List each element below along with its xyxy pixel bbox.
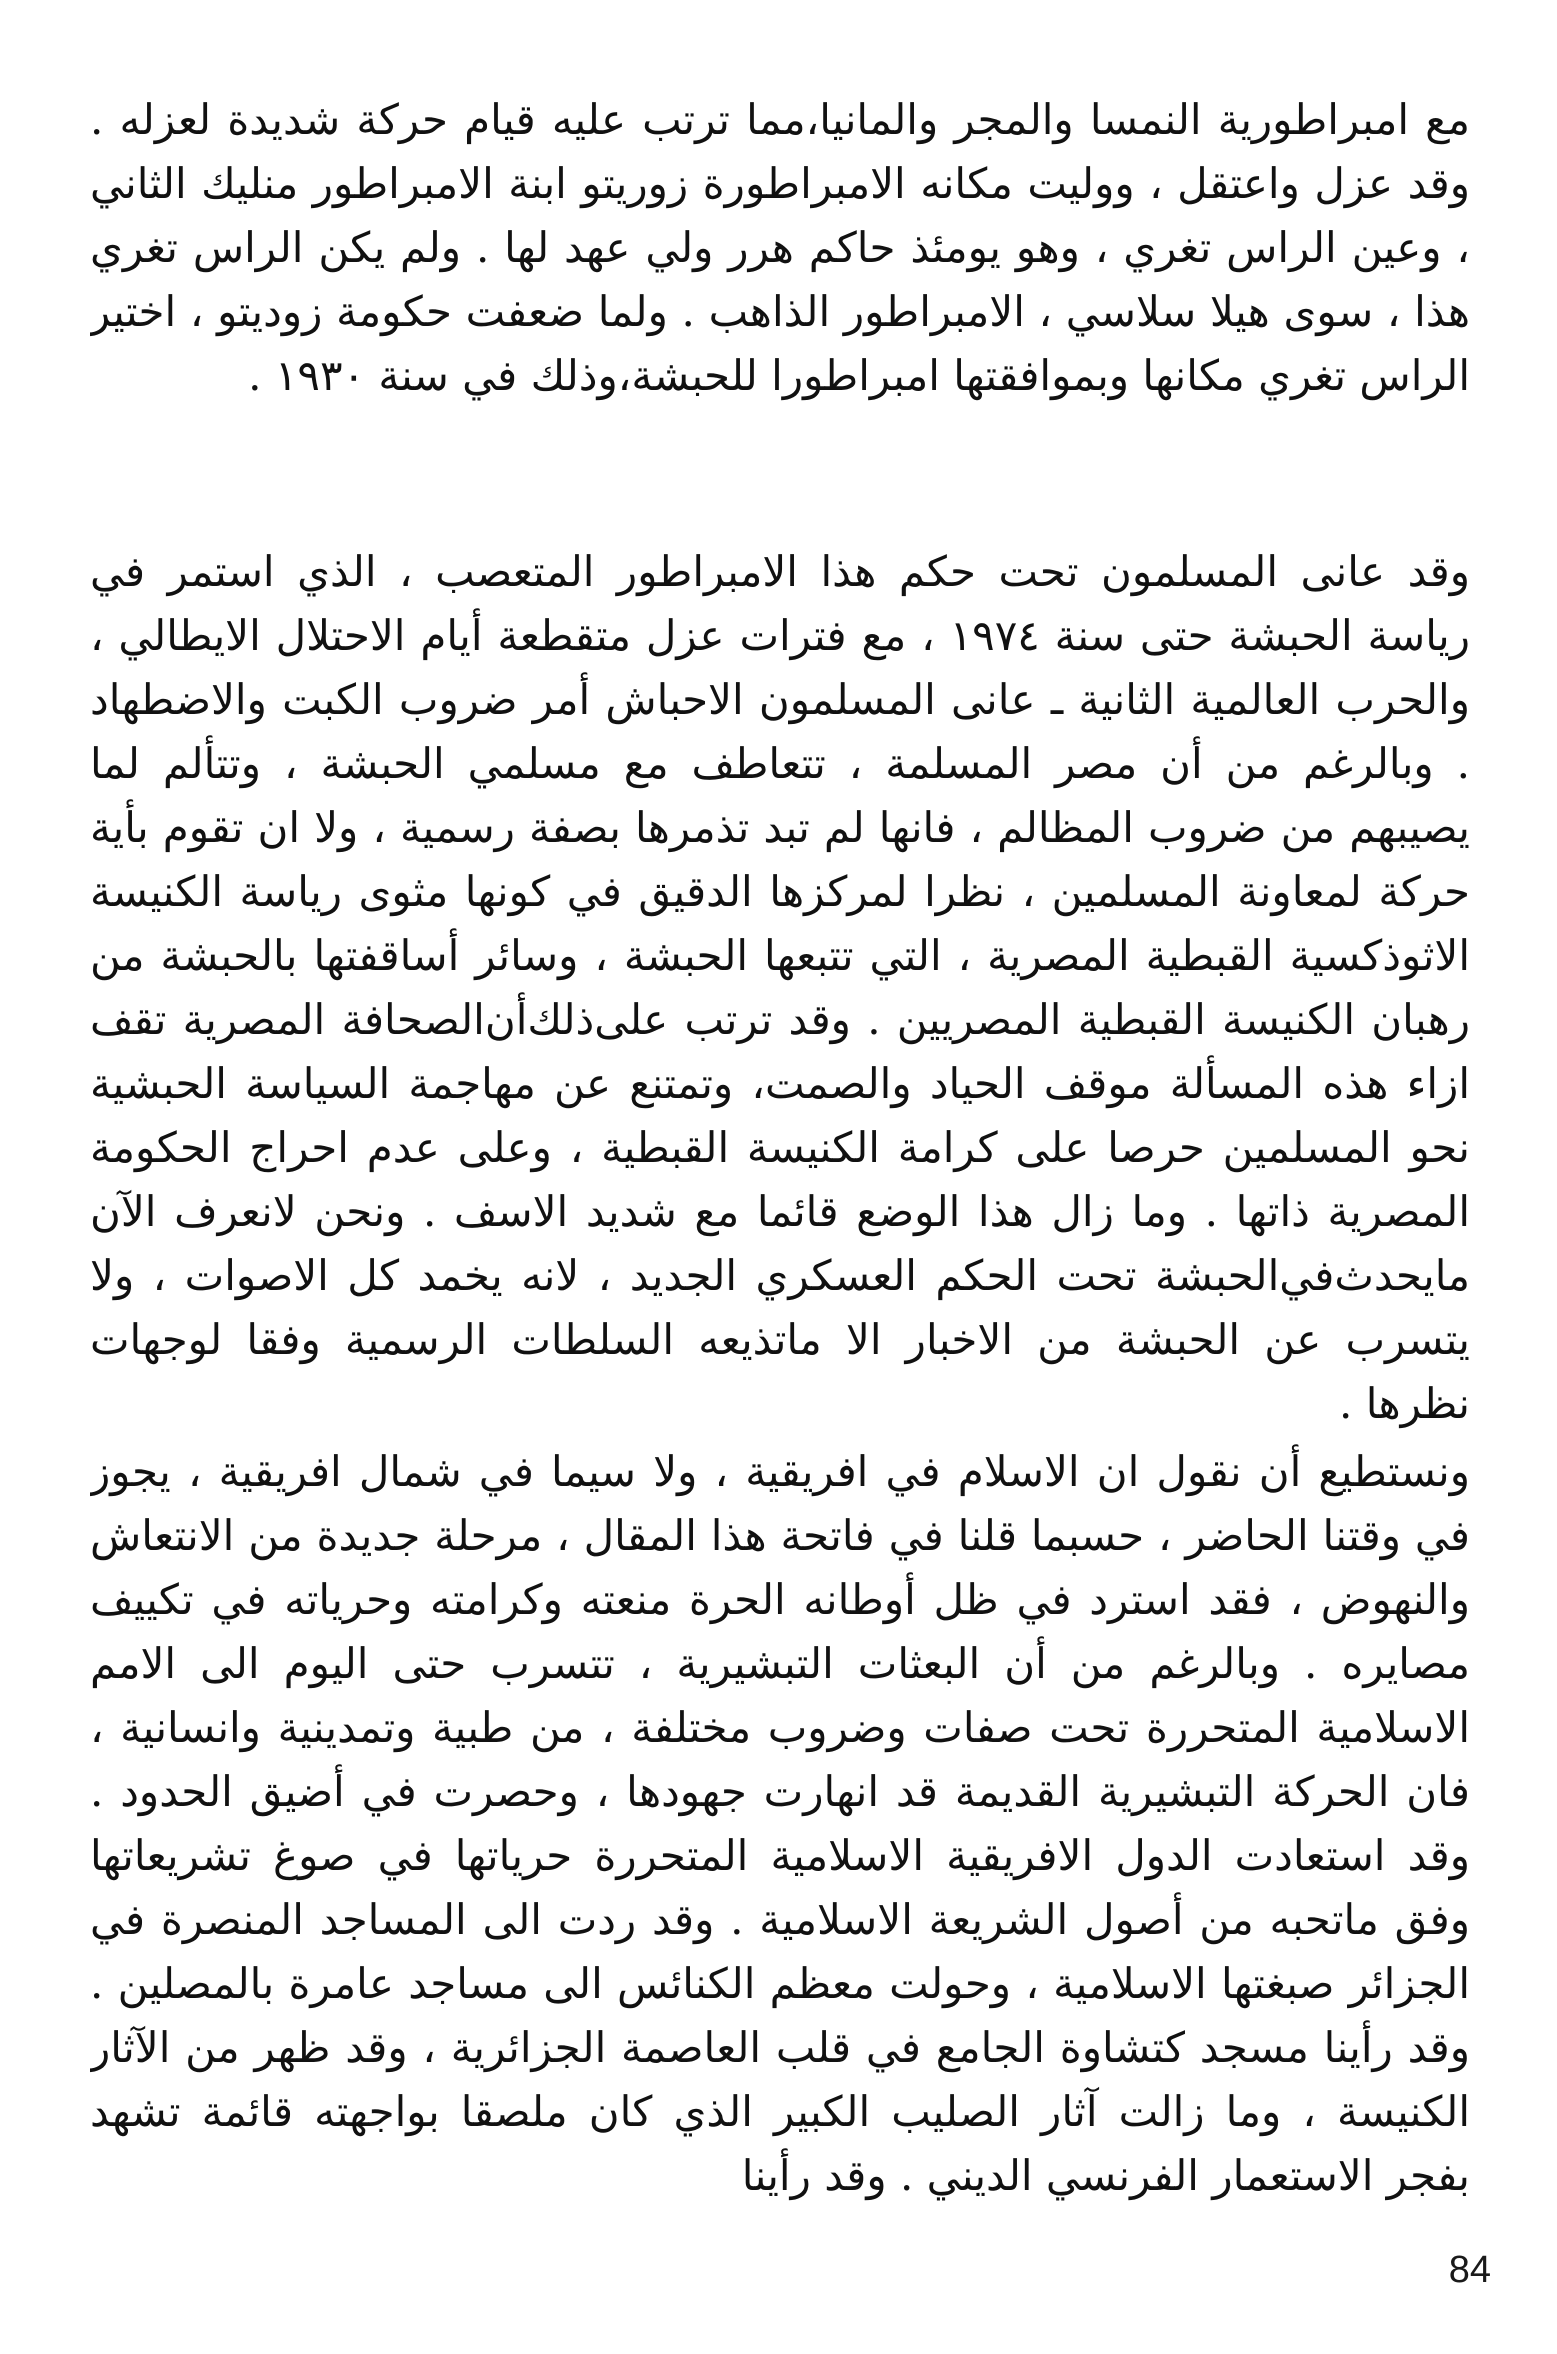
- paragraph-3: ونستطيع أن نقول ان الاسلام في افريقية ، ولا سيما في شمال افريقية ، يجوز في وقتنا الحاضر ، حسبما قلنا في فاتحة هذا المقال ، مرحلة جديدة من الانتعاش والنهوض ، فقد استرد في ظل أوطانه الحرة منعته وكرامته وحرياته في تكييف مصايره . وبالرغم من أن البعثات التبشيرية ، تتسرب حتى اليوم الى الامم الاسلامية المتحررة تحت صفات وضروب مختلفة ، من طبية وتمدينية وانسانية ، فان الحركة التبشيرية القديمة قد انهارت جهودها ، وحصرت في أضيق الحدود . وقد استعادت الدول الافريقية الاسلامية المتحررة حرياتها في صوغ تشريعاتها وفق ماتحبه من أصول الشريعة الاسلامية . وقد ردت الى المساجد المنصرة في الجزائر صبغتها الاسلامية ، وحولت معظم الكنائس الى مساجد عامرة بالمصلين . وقد رأينا مسجد كتشاوة الجامع في قلب العاصمة الجزائرية ، وقد ظهر من الآثار الكنيسة ، وما زالت آثار الصليب الكبير الذي كان ملصقا بواجهته قائمة تشهد بفجر الاستعمار الفرنسي الديني . وقد رأينا: [90, 1447, 1470, 2200]
- page-number: 84: [1448, 2249, 1491, 2291]
- book-page-body: [90, 88, 1470, 2268]
- paragraph-2: وقد عانى المسلمون تحت حكم هذا الامبراطور المتعصب ، الذي استمر في رياسة الحبشة حتى سنة ١٩٧٤ ، مع فترات عزل متقطعة أيام الاحتلال الايطالي ، والحرب العالمية الثانية ـ عانى المسلمون الاحباش أمر ضروب الكبت والاضطهاد . وبالرغم من أن مصر المسلمة ، تتعاطف مع مسلمي الحبشة ، وتتألم لما يصيبهم من ضروب المظالم ، فانها لم تبد تذمرها بصفة رسمية ، ولا ان تقوم بأية حركة لمعاونة المسلمين ، نظرا لمركزها الدقيق في كونها مثوى رياسة الكنيسة الاثوذكسية القبطية المصرية ، التي تتبعها الحبشة ، وسائر أساقفتها بالحبشة من رهبان الكنيسة القبطية المصريين . وقد ترتب على‌ذلك‌أن‌الصحافة المصرية تقف ازاء هذه المسألة موقف الحياد والصمت، وتمتنع عن مهاجمة السياسة الحبشية نحو المسلمين حرصا على كرامة الكنيسة القبطية ، وعلى عدم احراج الحكومة المصرية ذاتها . وما زال هذا الوضع قائما مع شديد الاسف . ونحن لانعرف الآن مايحدث‌في‌الحبشة تحت الحكم العسكري الجديد ، لانه يخمد كل الاصوات ، ولا يتسرب عن الحبشة من الاخبار الا ماتذيعه السلطات الرسمية وفقا لوجهات نظرها .: [90, 547, 1470, 1428]
- paragraph-1: مع امبراطورية النمسا والمجر والمانيا،مما ترتب عليه قيام حركة شديدة لعزله . وقد عزل واعتقل ، ووليت مكانه الامبراطورة زوريتو ابنة الامبراطور منليك الثاني ، وعين الراس تغري ، وهو يومئذ حاكم هرر ولي عهد لها . ولم يكن الراس تغري هذا ، سوى هيلا سلاسي ، الامبراطور الذاهب . ولما ضعفت حكومة زوديتو ، اختير الراس تغري مكانها وبموافقتها امبراطورا للحبشة،وذلك في سنة ١٩٣٠ .: [90, 95, 1470, 400]
